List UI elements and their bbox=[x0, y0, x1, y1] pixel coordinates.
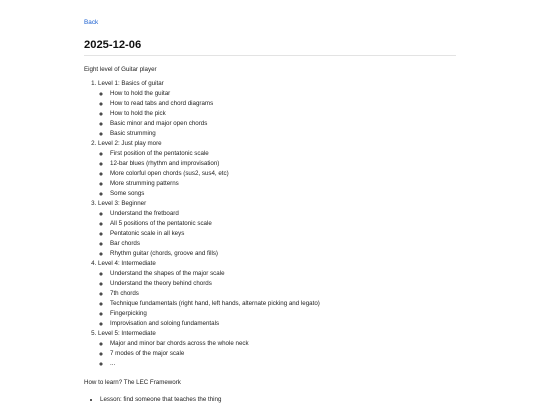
topic-item: ◦ 12-bar blues (rhythm and improvisation) bbox=[110, 159, 456, 169]
level-label: Level 3: Beginner bbox=[98, 200, 147, 207]
topic-item: ◦ Understand the fretboard bbox=[110, 209, 456, 219]
framework-heading: How to learn? The LEC Framework bbox=[84, 379, 181, 386]
topic-item: ◦ More strumming patterns bbox=[110, 179, 456, 189]
level-item bbox=[98, 199, 456, 259]
topic-item: ◦ Fingerpicking bbox=[110, 309, 456, 319]
topic-item: ◦ How to read tabs and chord diagrams bbox=[110, 99, 456, 109]
topic-item: ◦ Bar chords bbox=[110, 239, 456, 249]
level-label: Level 1: Basics of guitar bbox=[98, 80, 164, 87]
framework-list bbox=[84, 395, 456, 405]
framework-item: • Lesson: find someone that teaches the thing bbox=[100, 395, 456, 405]
back-link[interactable]: Back bbox=[84, 19, 99, 26]
topic-item: ◦ Pentatonic scale in all keys bbox=[110, 229, 456, 239]
intro-text: Eight level of Guitar player bbox=[84, 66, 157, 73]
level-label: Level 2: Just play more bbox=[98, 140, 162, 147]
topic-item: ◦ Some songs bbox=[110, 189, 456, 199]
topic-item: ◦ Improvisation and soloing fundamentals bbox=[110, 319, 456, 329]
level-item bbox=[98, 79, 456, 139]
topic-item: ◦ 7 modes of the major scale bbox=[110, 349, 456, 359]
level-item bbox=[98, 259, 456, 329]
topic-item: ◦ Technique fundamentals (right hand, left hands, alternate picking and legato) bbox=[110, 299, 456, 309]
level-item bbox=[98, 329, 456, 369]
topic-item: ◦ Rhythm guitar (chords, groove and fills) bbox=[110, 249, 456, 259]
level-item bbox=[98, 139, 456, 199]
topic-item: ◦ 7th chords bbox=[110, 289, 456, 299]
topic-item: ◦ More colorful open chords (sus2, sus4, etc) bbox=[110, 169, 456, 179]
page-title: 2025-12-06 bbox=[84, 38, 456, 56]
topic-item: ◦ How to hold the guitar bbox=[110, 89, 456, 99]
topic-item: ◦ First position of the pentatonic scale bbox=[110, 149, 456, 159]
topic-list bbox=[98, 209, 456, 259]
topic-item: ◦ All 5 positions of the pentatonic scale bbox=[110, 219, 456, 229]
topic-list bbox=[98, 339, 456, 369]
topic-item: ◦ How to hold the pick bbox=[110, 109, 456, 119]
topic-item: ◦ ... bbox=[110, 359, 456, 369]
topic-list bbox=[98, 269, 456, 329]
level-label: Level 5: Intermediate bbox=[98, 330, 156, 337]
topic-list bbox=[98, 89, 456, 139]
topic-item: ◦ Understand the theory behind chords bbox=[110, 279, 456, 289]
levels-list bbox=[84, 79, 456, 369]
topic-list bbox=[98, 149, 456, 199]
topic-item: ◦ Basic strumming bbox=[110, 129, 456, 139]
level-label: Level 4: Intermediate bbox=[98, 260, 156, 267]
topic-item: ◦ Basic minor and major open chords bbox=[110, 119, 456, 129]
topic-item: ◦ Major and minor bar chords across the whole neck bbox=[110, 339, 456, 349]
topic-item: ◦ Understand the shapes of the major scale bbox=[110, 269, 456, 279]
